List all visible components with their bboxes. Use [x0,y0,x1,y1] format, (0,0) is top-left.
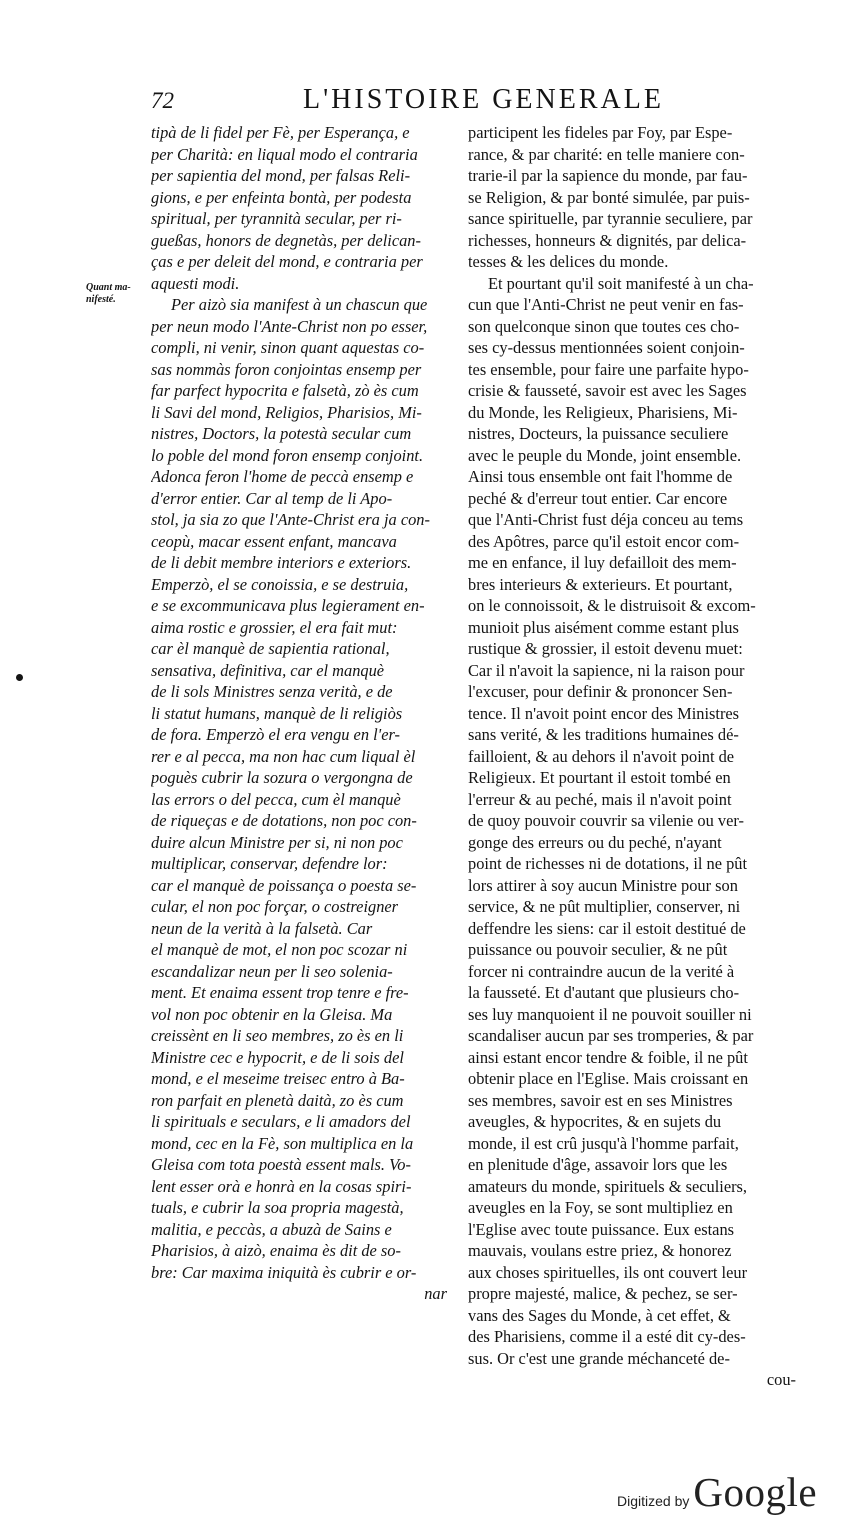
text-line: poguès cubrir la sozura o vergongna de [151,768,413,787]
text-line: point de richesses ni de dotations, il ne pût [468,854,748,873]
text-line: failloient, & au dehors il n'avoit point de [468,746,735,766]
text-line: l'excuser, pour definir & prononcer Sen- [468,682,733,701]
text-line: Gleisa com tota poestà essent mals. Vo- [151,1155,411,1174]
text-line: rustique & grossier, il estoit devenu muet: [468,639,743,658]
text-line: ças e per deleit del mond, e contraria per [151,252,423,271]
text-line: car el manquè de poissança o poesta se- [151,875,417,895]
watermark-prefix: Digitized by [617,1493,690,1509]
text-line: cun que l'Anti-Christ ne peut venir en fas- [468,295,744,314]
text-line: gueßas, honors de degnetàs, per delican- [151,230,421,250]
text-line: puissance ou pouvoir seculier, & ne pût [468,940,728,959]
text-line: creissènt en li seo membres, zo ès en li [151,1026,404,1045]
text-line: son quelconque sinon que toutes ces cho- [468,316,740,336]
text-line: stol, ja sia zo que l'Ante-Christ era ja con- [151,510,430,529]
text-line: se Religion, & par bonté simulée, par puis- [468,187,750,207]
text-line: forcer ni contraindre aucun de la verité à [468,961,735,981]
text-line: des Apôtres, parce qu'il estoit encor com- [468,531,740,551]
text-line: de quoy pouvoir couvrir sa vilenie ou ver- [468,811,744,830]
text-line: nistres, Doctors, la potestà secular cum [151,424,412,443]
text-line: de fora. Emperzò el era vengu en l'er- [151,725,400,744]
text-line: scandaliser aucun par ses tromperies, & par [468,1026,754,1045]
text-line: li statut humans, manquè de li religiòs [151,703,403,723]
text-line: las errors o del pecca, cum èl manquè [151,789,401,809]
text-line: ses membres, savoir est en ses Ministres [468,1090,733,1110]
left-column-occitan-text [151,122,457,1305]
text-line: bre: Car maxima iniquità ès cubrir e or- [151,1262,417,1282]
text-line: avec le peuple du Monde, joint ensemble. [468,445,742,465]
text-line: sensativa, definitiva, car el manquè [151,660,385,680]
text-line: cular, el non poc forçar, o costreigner [151,897,399,916]
text-line: du Monde, les Religieux, Pharisiens, Mi- [468,402,738,422]
text-line: rance, & par charité: en telle maniere con- [468,144,745,164]
margin-note-line: Quant ma- [86,282,131,293]
text-line: richesses, honneurs & dignités, par delica- [468,230,747,250]
text-line: l'erreur & au peché, mais il n'avoit point [468,789,732,809]
text-line: trarie-il par la sapience du monde, par fau- [468,166,748,185]
text-line: tuals, e cubrir la soa propria magestà, [151,1198,404,1217]
text-line: munioit plus aisément comme estant plus [468,617,739,637]
text-line: lors attirer à soy aucun Ministre pour son [468,875,738,895]
text-line: Et pourtant qu'il soit manifesté à un cha- [488,273,754,293]
text-line: d'error entier. Car al temp de li Apo- [151,488,393,508]
text-line: compli, ni venir, sinon quant aquestas co- [151,338,425,357]
text-line: me en enfance, il luy defailloit des mem- [468,553,737,572]
text-line: per sapientia del mond, per falsas Reli- [151,166,411,185]
text-line: Ainsi tous ensemble ont fait l'homme de [468,467,733,486]
text-line: aveugles, & hypocrites, & en sujets du [468,1112,722,1131]
text-line: Emperzò, el se conoissia, e se destruia, [151,574,409,594]
text-line: far parfect hypocrita e falsetà, zò ès cum [151,381,419,400]
stray-ink-dot [16,674,23,681]
text-line: ses cy-dessus mentionnées soient conjoin- [468,338,745,357]
text-line: aux choses spirituelles, ils ont couvert leur [468,1262,748,1282]
text-line: spiritual, per tyrannità secular, per ri- [151,209,402,228]
text-line: mauvais, voulans estre priez, & honorez [468,1241,732,1260]
google-digitized-watermark [617,1468,817,1516]
text-line: ses luy manquoient il ne pouvoit souiller ni [468,1004,752,1024]
right-column-french-text [468,122,796,1391]
text-line: escandalizar neun per li seo soleniа- [151,961,393,981]
text-line: service, & ne pût multiplier, conserver, ni [468,897,741,916]
text-line: de riqueças e de dotations, non poc con- [151,811,417,830]
text-line: gonge des erreurs ou du peché, n'ayant [468,832,722,852]
text-line: Adonca feron l'home de peccà ensemp e [151,467,414,486]
catchword: cou- [766,1370,796,1389]
text-line: sance spirituelle, par tyrannie seculiere, par [468,209,753,228]
text-line: vol non poc obtenir en la Gleisa. Ma [151,1004,393,1024]
text-line: peché & d'erreur tout entier. Car encore [468,488,728,508]
text-line: bres interieurs & exterieurs. Et pourtant, [468,574,733,594]
text-line: monde, il est crû jusqu'à l'homme parfait, [468,1133,739,1153]
text-line: deffendre les siens: car il estoit destitué de [468,918,746,938]
text-line: Car il n'avoit la sapience, ni la raison pour [468,660,745,680]
text-line: malitia, e peccàs, a abuzà de Sains e [151,1219,392,1239]
text-line: tipà de li fidel per Fè, per Esperança, e [151,123,410,142]
text-line: Per aizò sia manifest à un chascun que [171,295,428,314]
text-line: sas nommàs foron conjointas ensemp per [151,359,422,379]
text-line: en plenitude d'âge, assavoir lors que les [468,1155,728,1174]
text-line: rer e al pecca, ma non hac cum liqual èl [151,746,416,766]
text-line: Pharisios, à aizò, enaima ès dit de so- [151,1241,401,1260]
text-line: de li sols Ministres senza verità, e de [151,682,393,701]
text-line: lent esser orà e honrà en la cosas spiri- [151,1176,412,1196]
text-line: amateurs du monde, spirituels & seculiers, [468,1176,748,1196]
text-line: que l'Anti-Christ fust déja conceu au tems [468,510,744,529]
margin-note-line: nifesté. [86,294,116,305]
google-logo: Google [693,1469,818,1515]
text-line: aveugles en la Foy, se sont multipliez en [468,1198,733,1217]
text-line: lo poble del mond foron ensemp conjoint. [151,445,424,465]
margin-note [86,282,146,306]
catchword: nar [424,1284,447,1303]
text-line: l'Eglise avec toute puissance. Eux estans [468,1219,735,1239]
text-line: vans des Sages du Monde, à cet effet, & [468,1305,731,1325]
text-line: propre majesté, malice, & pechez, se ser- [468,1284,738,1303]
text-line: ceopù, macar essent enfant, mancava [151,531,397,551]
text-line: per neun modo l'Ante-Christ non po esser, [151,316,428,336]
text-line: tence. Il n'avoit point encor des Ministres [468,703,740,723]
text-line: aima rostic e grossier, el era fait mut: [151,617,398,637]
page-number: 72 [151,88,174,113]
text-line: la fausseté. Et d'autant que plusieurs cho- [468,983,740,1002]
text-line: participent les fideles par Foy, par Espe- [468,123,733,142]
text-line: ainsi estant encor tendre & foible, il ne pût [468,1047,748,1067]
text-line: gions, e per enfeinta bontà, per podesta [151,187,412,207]
text-line: Ministre cec e hypocrit, e de li sois del [151,1047,404,1067]
text-line: obtenir place en l'Eglise. Mais croissant en [468,1069,749,1088]
text-line: duire alcun Ministre per si, ni non poc [151,832,403,852]
text-line: sus. Or c'est une grande méchanceté de- [468,1348,730,1368]
text-line: ment. Et enaima essent trop tenre e fre- [151,983,409,1002]
text-line: mond, cec en la Fè, son multiplica en la [151,1133,414,1153]
text-line: des Pharisiens, comme il a esté dit cy-des- [468,1327,746,1346]
text-line: crisie & fausseté, savoir est avec les Sages [468,381,747,400]
text-line: multiplicar, conservar, defendre lor: [151,854,388,873]
text-line: car èl manquè de sapientia rational, [151,639,390,658]
text-line: Religieux. Et pourtant il estoit tombé en [468,768,731,787]
text-line: de li debit membre interiors e exteriors. [151,553,412,572]
text-line: tesses & les delices du monde. [468,252,669,271]
text-line: neun de la verità à la falsetà. Car [151,918,373,938]
text-line: per Charità: en liqual modo el contraria [151,144,418,164]
text-line: tes ensemble, pour faire une parfaite hypo- [468,359,749,379]
text-line: on le connoissoit, & le distruisoit & excom- [468,596,756,615]
text-line: el manquè de mot, el non poc scozar ni [151,940,408,959]
text-line: aquesti modi. [151,273,240,293]
text-line: e se excommunicava plus legierament en- [151,596,425,615]
text-line: sans verité, & les traditions humaines dé- [468,725,739,744]
text-line: nistres, Docteurs, la puissance seculiere [468,424,729,443]
text-line: li spirituals e seculars, e li amadors del [151,1112,411,1131]
running-head: L'HISTOIRE GENERALE [303,84,664,115]
text-line: ron parfait en plenetà daità, zo ès cum [151,1090,404,1110]
text-line: li Savi del mond, Religios, Pharisios, Mi- [151,402,422,422]
text-line: mond, e el meseime treisec entro à Ba- [151,1069,405,1088]
